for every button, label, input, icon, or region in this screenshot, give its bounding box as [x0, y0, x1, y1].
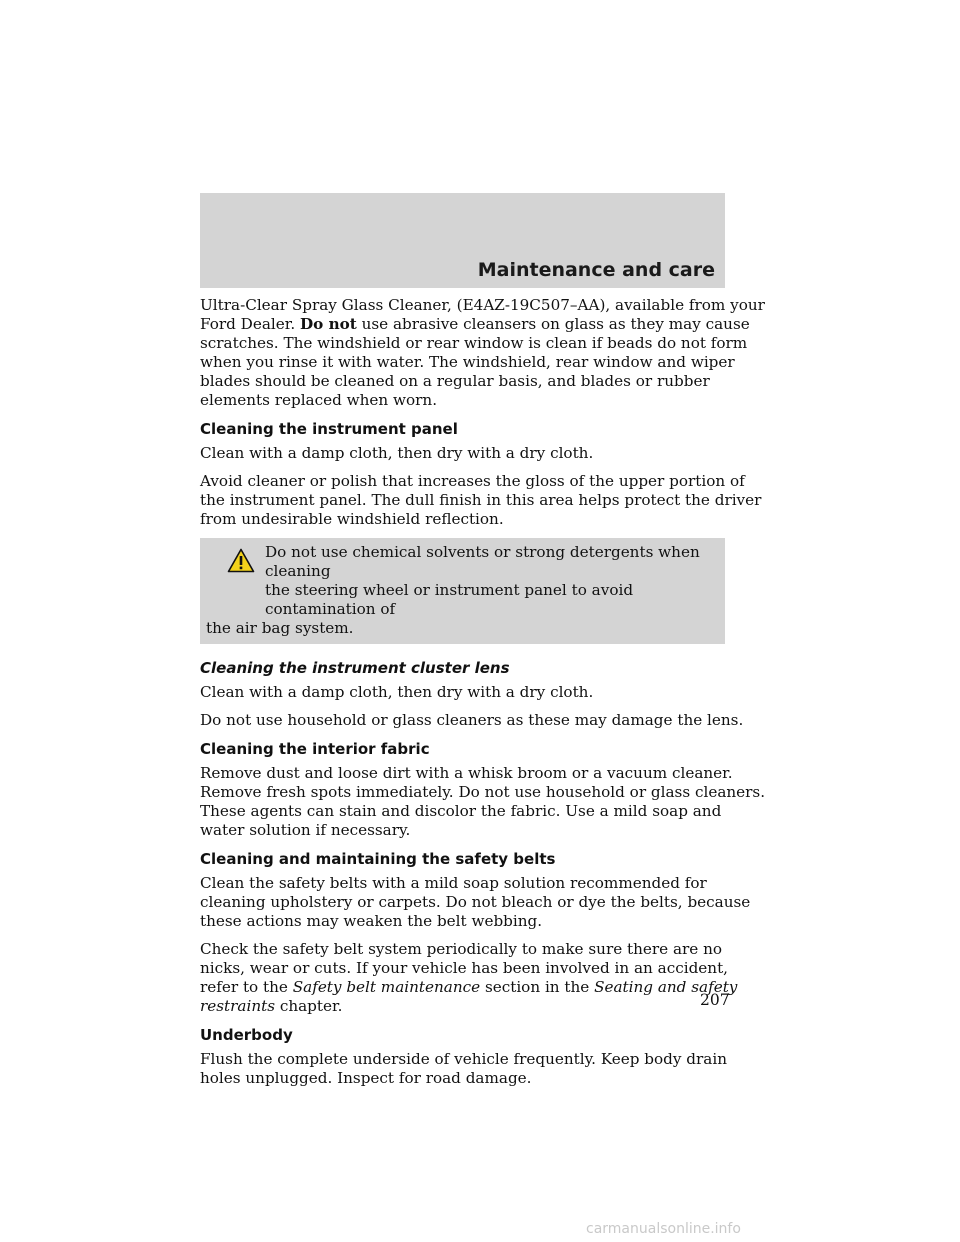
paragraph	[200, 940, 738, 1016]
text-line: These agents can stain and discolor the fabric. Use a mild soap and	[200, 802, 722, 820]
header-band	[200, 193, 725, 288]
text-span: chapter.	[279, 997, 343, 1015]
text-line	[200, 997, 725, 1016]
page-number: 207	[700, 991, 730, 1009]
text-line: blades should be cleaned on a regular basis, and blades or rubber	[200, 372, 710, 390]
heading-safety-belts: Cleaning and maintaining the safety belts	[200, 850, 556, 868]
text-line	[200, 315, 750, 334]
warning-box	[200, 538, 725, 644]
heading-cluster-lens: Cleaning the instrument cluster lens	[200, 659, 510, 677]
text-line	[200, 978, 738, 997]
paragraph	[200, 874, 751, 931]
text-span: refer to the	[200, 978, 288, 996]
emphasis-do-not: Do not	[299, 315, 357, 333]
text-line: Avoid cleaner or polish that increases the gloss of the upper portion of	[200, 472, 745, 490]
text-line: Flush the complete underside of vehicle frequently. Keep body drain	[200, 1050, 727, 1068]
text-line: holes unplugged. Inspect for road damage.	[200, 1069, 532, 1087]
text-line: Do not use chemical solvents or strong detergents when cleaning	[265, 543, 700, 580]
text-span: section in the	[484, 978, 590, 996]
section-title: Maintenance and care	[477, 259, 715, 281]
reference-seating-chapter: Seating and safety	[594, 978, 738, 996]
text-line: Check the safety belt system periodically to make sure there are no	[200, 940, 723, 958]
text-line: these actions may weaken the belt webbing.	[200, 912, 543, 930]
reference-safety-belt-maintenance: Safety belt maintenance	[292, 978, 481, 996]
heading-interior-fabric: Cleaning the interior fabric	[200, 740, 430, 758]
text-line: Ultra-Clear Spray Glass Cleaner, (E4AZ-19C507–AA), available from your	[200, 296, 765, 314]
text-line: the instrument panel. The dull finish in this area helps protect the driver	[200, 491, 762, 509]
text-line: from undesirable windshield reflection.	[200, 510, 504, 528]
paragraph	[200, 764, 766, 840]
text-line: Clean the safety belts with a mild soap solution recommended for	[200, 874, 707, 892]
heading-underbody: Underbody	[200, 1026, 293, 1044]
paragraph: Do not use household or glass cleaners as these may damage the lens.	[200, 711, 744, 729]
text-line: Remove dust and loose dirt with a whisk broom or a vacuum cleaner.	[200, 764, 733, 782]
paragraph	[200, 1050, 725, 1088]
text-line: elements replaced when worn.	[200, 391, 438, 409]
paragraph: Clean with a damp cloth, then dry with a dry cloth.	[200, 444, 594, 462]
text-line: scratches. The windshield or rear window is clean if beads do not form	[200, 334, 748, 352]
heading-instrument-panel: Cleaning the instrument panel	[200, 420, 458, 438]
page-content	[200, 296, 766, 1097]
text-span: use abrasive cleansers on glass as they may cause	[361, 315, 750, 333]
text-line: nicks, wear or cuts. If your vehicle has been involved in an accident,	[200, 959, 729, 977]
warning-triangle-icon	[227, 548, 255, 573]
paragraph: Clean with a damp cloth, then dry with a dry cloth.	[200, 683, 594, 701]
intro-paragraph	[200, 296, 765, 410]
text-line: the steering wheel or instrument panel to avoid contamination of	[265, 581, 634, 618]
text-line: water solution if necessary.	[200, 821, 411, 839]
text-line: when you rinse it with water. The windshield, rear window and wiper	[200, 353, 735, 371]
text-line: cleaning upholstery or carpets. Do not bleach or dye the belts, because	[200, 893, 751, 911]
watermark: carmanualsonline.info	[586, 1221, 741, 1237]
text-line: Remove fresh spots immediately. Do not use household or glass cleaners.	[200, 783, 766, 801]
paragraph	[200, 472, 762, 529]
text-line: the air bag system.	[206, 619, 354, 637]
reference-seating-chapter-cont: restraints	[200, 997, 275, 1015]
text-span: Ford Dealer.	[200, 315, 296, 333]
